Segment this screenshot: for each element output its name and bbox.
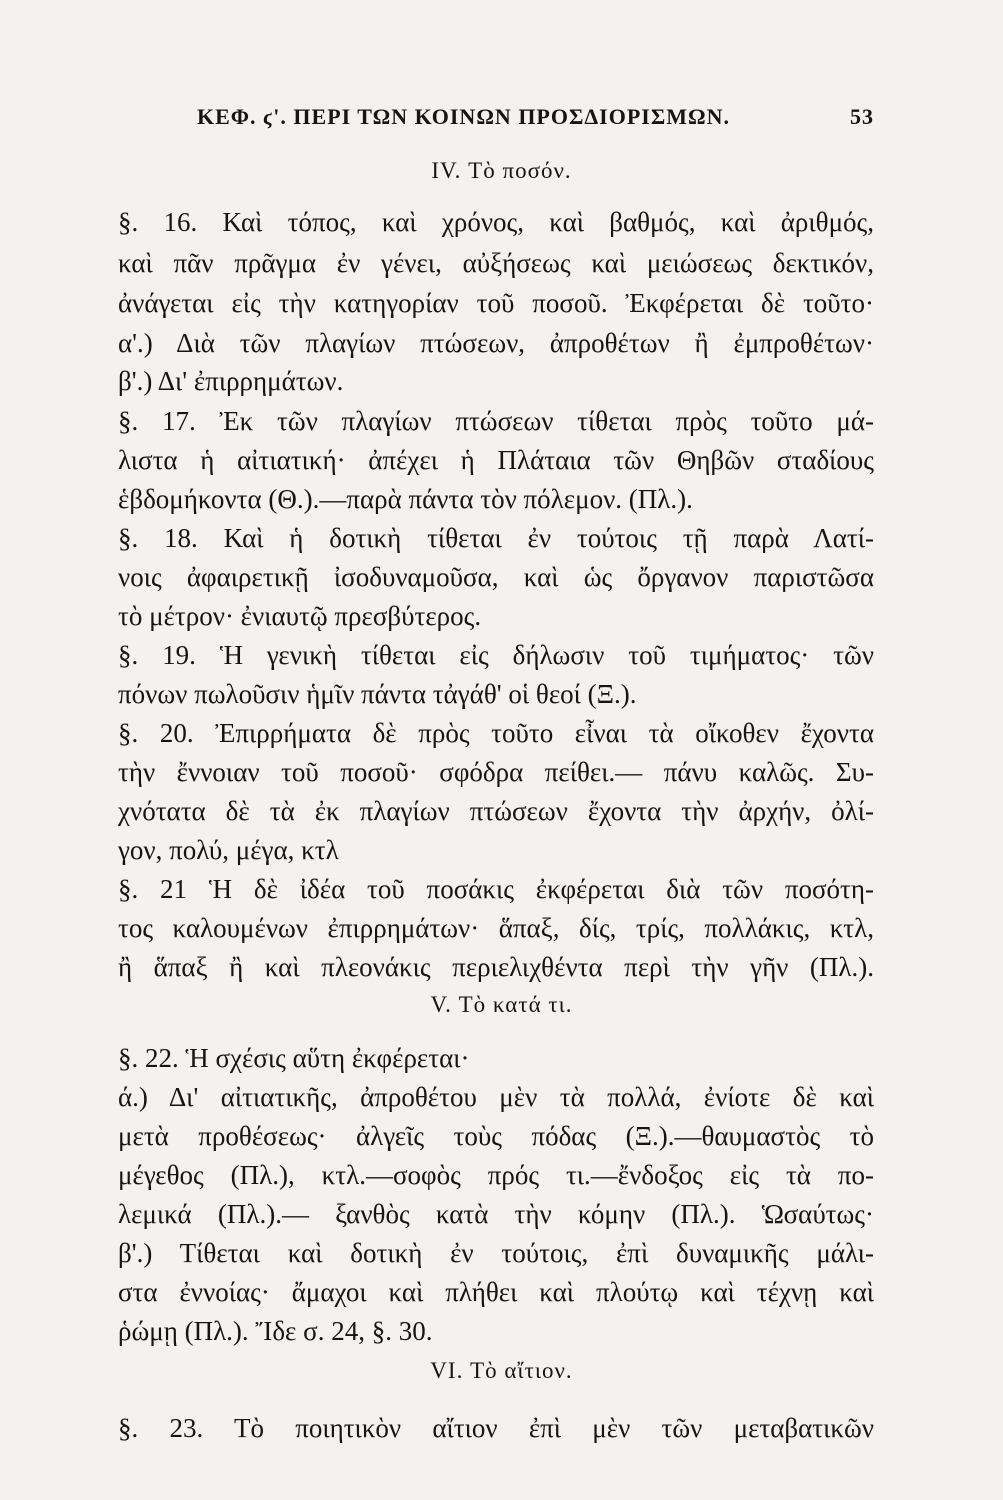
- text-line: §. 17. Ἐκ τῶν πλαγίων πτώσεων τίθεται πρὸς τοῦτο μά-: [118, 406, 874, 436]
- section-heading-vi: VI. Τὸ αἴτιον.: [430, 1358, 573, 1383]
- text-line: ἑβδομήκοντα (Θ.).—παρὰ πάντα τὸν πόλεμον. (Πλ.).: [118, 484, 693, 514]
- text-line: §. 19. Ἡ γενικὴ τίθεται εἰς δήλωσιν τοῦ τιμήματος· τῶν: [118, 640, 874, 670]
- text-line: α'.) Διὰ τῶν πλαγίων πτώσεων, ἀπροθέτων ἢ ἐμπροθέτων·: [118, 328, 874, 358]
- text-line: ἢ ἅπαξ ἢ καὶ πλεονάκις περιελιχθέντα περὶ τὴν γῆν (Πλ.).: [118, 952, 874, 982]
- text-line: λεμικά (Πλ.).— ξανθὸς κατὰ τὴν κόμην (Πλ.). Ὡσαύτως·: [118, 1199, 874, 1229]
- text-line: χνότατα δὲ τὰ ἐκ πλαγίων πτώσεων ἔχοντα τὴν ἀρχήν, ὀλί-: [118, 796, 874, 826]
- section-heading-iv: IV. Τὸ ποσόν.: [431, 158, 572, 183]
- text-line: β'.) Τίθεται καὶ δοτικὴ ἐν τούτοις, ἐπὶ δυναμικῆς μάλι-: [118, 1238, 874, 1268]
- chapter-title: ΚΕΦ. ϛ'. ΠΕΡΙ ΤΩΝ ΚΟΙΝΩΝ ΠΡΟΣΔΙΟΡΙΣΜΩΝ.: [197, 104, 730, 129]
- text-line: §. 18. Καὶ ἡ δοτικὴ τίθεται ἐν τούτοις τῇ παρὰ Λατί-: [118, 523, 874, 553]
- text-line: τὴν ἔννοιαν τοῦ ποσοῦ· σφόδρα πείθει.— πάνυ καλῶς. Συ-: [118, 757, 874, 787]
- text-line: στα ἐννοίας· ἄμαχοι καὶ πλήθει καὶ πλούτῳ καὶ τέχνῃ καὶ: [118, 1277, 874, 1307]
- text-line: καὶ πᾶν πρᾶγμα ἐν γένει, αὐξήσεως καὶ μειώσεως δεκτικόν,: [118, 248, 874, 278]
- text-line: §. 16. Καὶ τόπος, καὶ χρόνος, καὶ βαθμός, καὶ ἀριθμός,: [118, 207, 874, 237]
- text-line: τὸ μέτρον· ἐνιαυτῷ πρεσβύτερος.: [118, 601, 482, 631]
- text-line: λιστα ἡ αἰτιατική· ἀπέχει ἡ Πλάταια τῶν Θηβῶν σταδίους: [118, 445, 874, 475]
- text-line: μετὰ προθέσεως· ἀλγεῖς τοὺς πόδας (Ξ.).—θαυμαστὸς τὸ: [118, 1121, 874, 1151]
- text-line: §. 23. Τὸ ποιητικὸν αἴτιον ἐπὶ μὲν τῶν μεταβατικῶν: [118, 1413, 874, 1443]
- page-number: 53: [850, 104, 874, 129]
- text-line: γον, πολύ, μέγα, κτλ: [118, 835, 339, 865]
- text-line: νοις ἀφαιρετικῇ ἰσοδυναμοῦσα, καὶ ὡς ὄργανον παριστῶσα: [118, 562, 874, 592]
- text-line: μέγεθος (Πλ.), κτλ.—σοφὸς πρός τι.—ἔνδοξος εἰς τὰ πο-: [118, 1160, 874, 1190]
- text-line: §. 22. Ἡ σχέσις αὕτη ἐκφέρεται·: [118, 1043, 470, 1073]
- section-heading-v: V. Τὸ κατά τι.: [430, 992, 573, 1017]
- text-line: ά.) Δι' αἰτιατικῆς, ἀπροθέτου μὲν τὰ πολλά, ἐνίοτε δὲ καὶ: [118, 1082, 874, 1112]
- text-line: §. 21 Ἡ δὲ ἰδέα τοῦ ποσάκις ἐκφέρεται διὰ τῶν ποσότη-: [118, 874, 874, 904]
- text-line: τος καλουμένων ἐπιρρημάτων· ἅπαξ, δίς, τρίς, πολλάκις, κτλ,: [118, 913, 874, 943]
- text-line: §. 20. Ἐπιρρήματα δὲ πρὸς τοῦτο εἶναι τὰ οἴκοθεν ἔχοντα: [118, 718, 874, 748]
- text-line: β'.) Δι' ἐπιρρημάτων.: [118, 366, 344, 396]
- text-line: ῥώμῃ (Πλ.). Ἴδε σ. 24, §. 30.: [118, 1316, 433, 1346]
- text-line: πόνων πωλοῦσιν ἡμῖν πάντα τἀγάθ' οἱ θεοί (Ξ.).: [118, 679, 637, 709]
- text-line: ἀνάγεται εἰς τὴν κατηγορίαν τοῦ ποσοῦ. Ἐκφέρεται δὲ τοῦτο·: [118, 288, 874, 318]
- running-head: [197, 104, 874, 138]
